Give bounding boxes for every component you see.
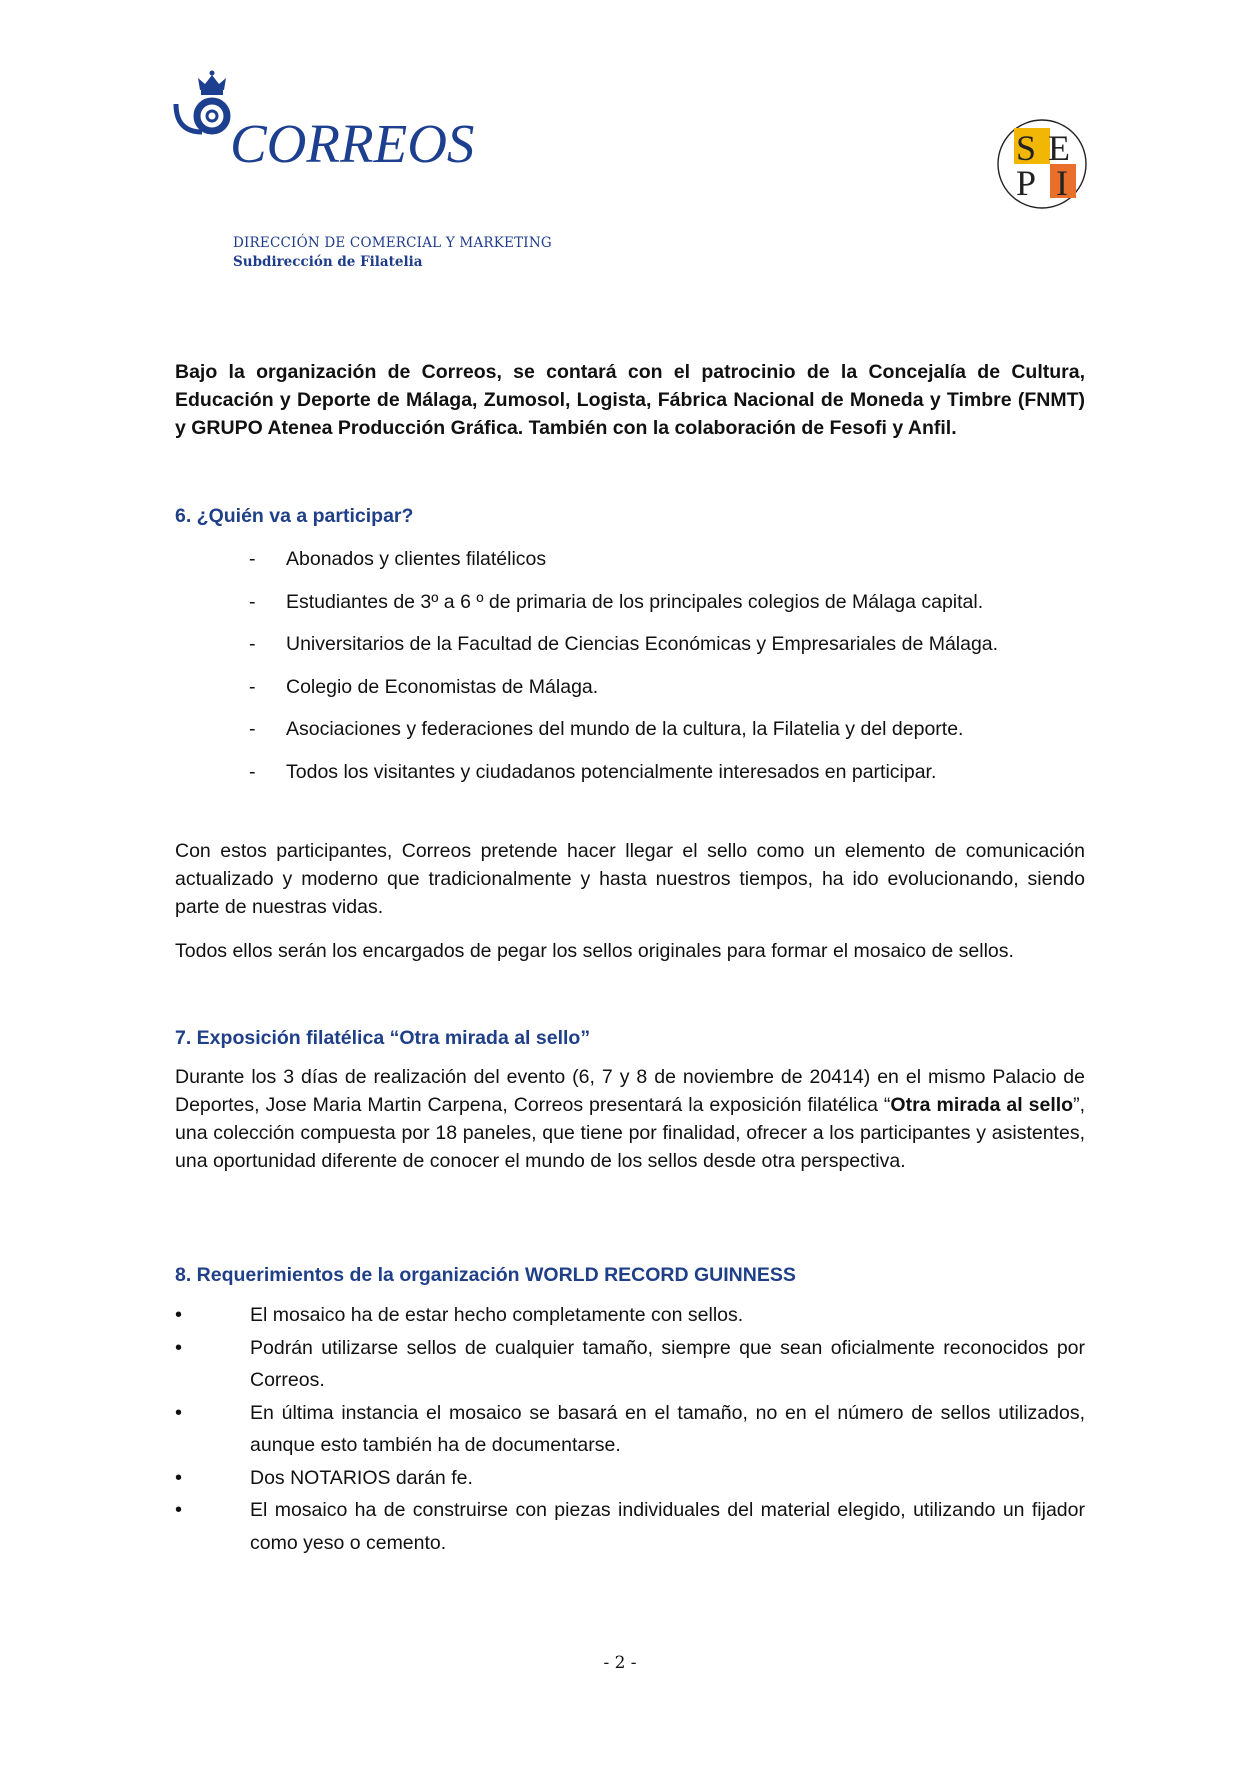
participants-paragraph-2: Todos ellos serán los encargados de pegar los sellos originales para formar el mosaico de sellos. bbox=[175, 940, 1014, 962]
department-block bbox=[233, 234, 552, 272]
list-item: - Colegio de Economistas de Málaga. bbox=[249, 675, 599, 698]
correos-wordmark: CORREOS bbox=[230, 113, 475, 174]
svg-text:P: P bbox=[1016, 163, 1037, 203]
list-item: - Todos los visitantes y ciudadanos potencialmente interesados en participar. bbox=[249, 760, 937, 783]
svg-text:I: I bbox=[1056, 163, 1068, 203]
list-item: • Podrán utilizarse sellos de cualquier tamaño, siempre que sean oficialmente reconocidos por Correos. bbox=[175, 1336, 1085, 1391]
section-8-heading: 8. Requerimientos de la organización WORLD RECORD GUINNESS bbox=[175, 1264, 796, 1286]
section-7-heading: 7. Exposición filatélica “Otra mirada al sello” bbox=[175, 1027, 591, 1049]
list-item: - Estudiantes de 3º a 6 º de primaria de los principales colegios de Málaga capital. bbox=[249, 590, 984, 613]
exhibition-paragraph: Durante los 3 días de realización del evento (6, 7 y 8 de noviembre de 20414) en el mismo Palacio de Deportes, Jose Maria Martin Carpena, Correos presentará la exposición filatélica “Otra mirada al sello”, una colección compuesta por 18 paneles, que tiene por finalidad, ofrecer a los participantes y asistentes, una oportunidad diferente de conocer el mundo de los sellos desde otra perspectiva. bbox=[175, 1066, 1085, 1172]
correos-logo bbox=[172, 70, 502, 180]
list-item: • Dos NOTARIOS darán fe. bbox=[175, 1466, 473, 1489]
list-item: • En última instancia el mosaico se basará en el tamaño, no en el número de sellos utilizados, aunque esto también ha de documentarse. bbox=[175, 1401, 1085, 1456]
subdepartment-name: Subdirección de Filatelia bbox=[233, 254, 423, 270]
list-item: • El mosaico ha de estar hecho completamente con sellos. bbox=[175, 1304, 744, 1326]
sepi-hidden-label: SEPI bbox=[996, 118, 999, 119]
department-name: DIRECCIÓN DE COMERCIAL Y MARKETING bbox=[233, 235, 552, 251]
list-item: - Asociaciones y federaciones del mundo de la cultura, la Filatelia y del deporte. bbox=[249, 718, 964, 740]
requirements-list bbox=[175, 1299, 1085, 1559]
exhibition-title: Otra mirada al sello bbox=[890, 1094, 1074, 1116]
list-item: - Abonados y clientes filatélicos bbox=[249, 548, 547, 570]
sepi-logo bbox=[996, 118, 1088, 210]
section-6-heading: 6. ¿Quién va a participar? bbox=[175, 505, 414, 527]
list-item: • El mosaico ha de construirse con piezas individuales del material elegido, utilizando un fijador como yeso o cemento. bbox=[175, 1499, 1085, 1554]
participants-paragraph: Con estos participantes, Correos pretende hacer llegar el sello como un elemento de comunicación actualizado y moderno que tradicionalmente y hasta nuestros tiempos, ha ido evolucionando, siendo parte de nuestras vidas. bbox=[175, 840, 1085, 918]
participants-list bbox=[175, 545, 1085, 800]
intro-paragraph: Bajo la organización de Correos, se contará con el patrocinio de la Concejalía de Cultura, Educación y Deporte de Málaga, Zumosol, Logista, Fábrica Nacional de Moneda y Timbre (FNMT) y GRUPO Atenea Producción Gráfica. También con la colaboración de Fesofi y Anfil. bbox=[175, 361, 1085, 439]
list-item: - Universitarios de la Facultad de Ciencias Económicas y Empresariales de Málaga. bbox=[249, 633, 999, 655]
page-number: - 2 - bbox=[603, 1653, 637, 1673]
svg-text:S: S bbox=[1016, 128, 1037, 168]
svg-text:E: E bbox=[1048, 128, 1070, 168]
